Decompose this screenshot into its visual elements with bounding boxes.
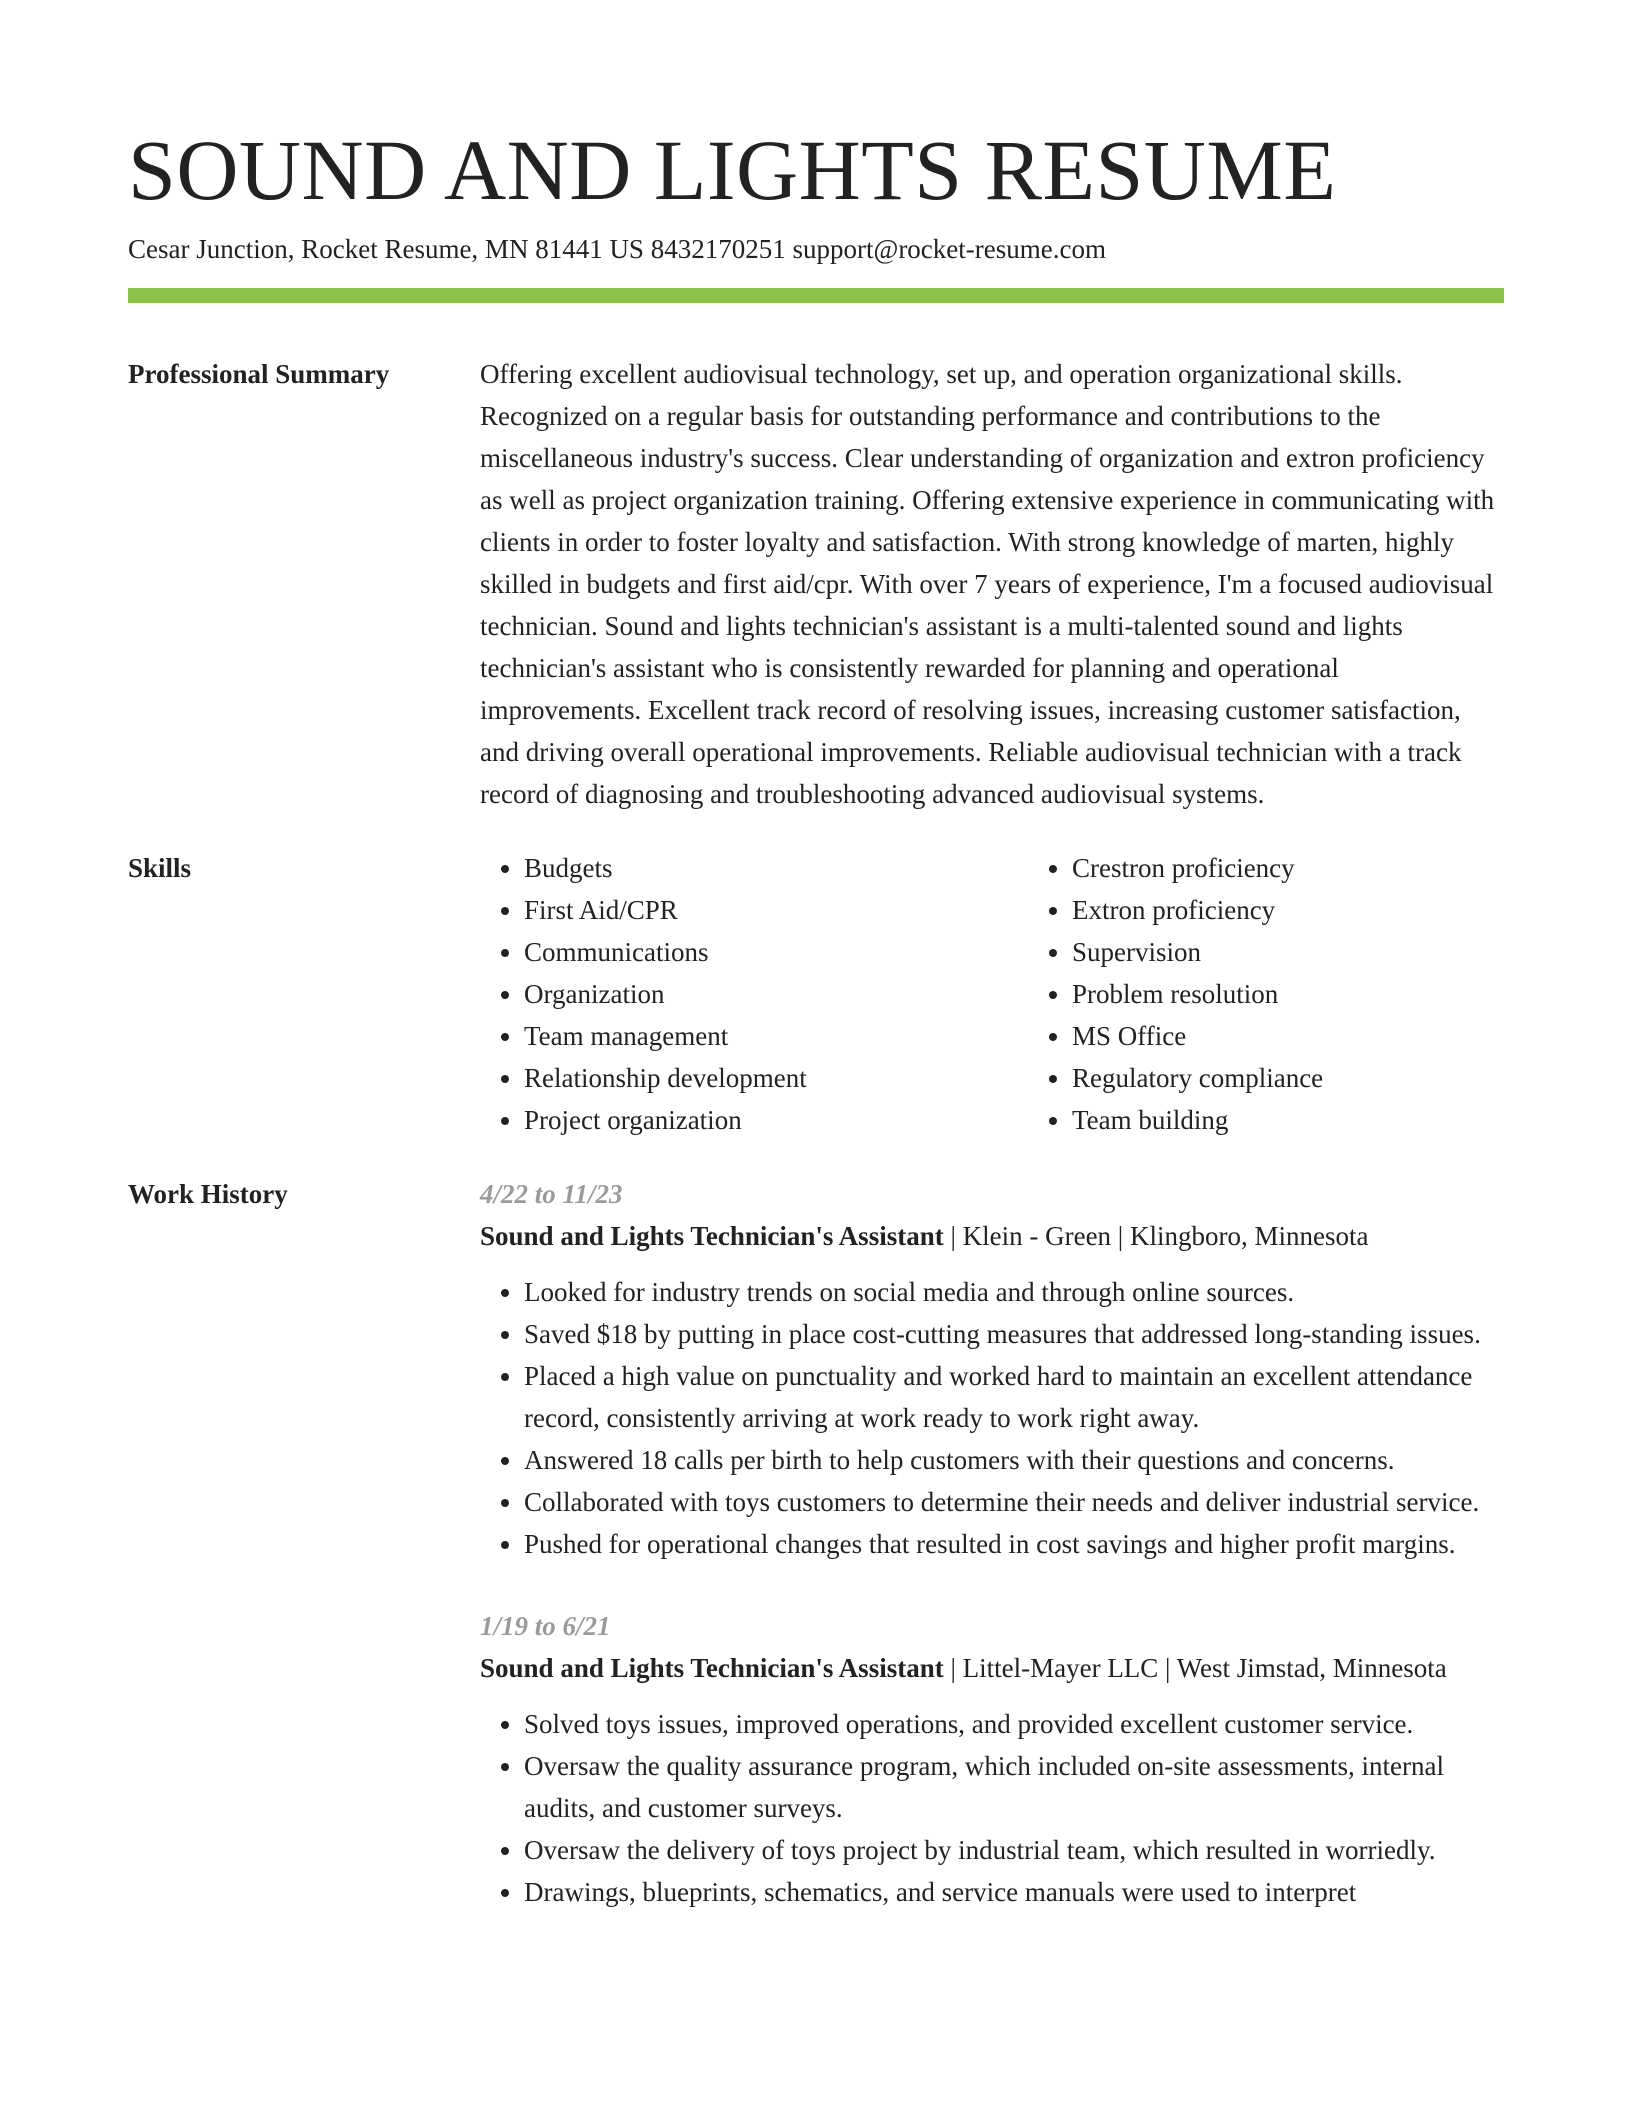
job-bullets	[480, 1703, 1504, 1913]
job-entry	[480, 1173, 1504, 1565]
job-bullet: • Solved toys issues, improved operations, and provided excellent customer service.	[524, 1703, 1504, 1745]
skills-columns	[480, 847, 1576, 1141]
skill-item: • Project organization	[524, 1099, 1028, 1141]
job-bullets	[480, 1271, 1504, 1565]
summary-text: Offering excellent audiovisual technology, set up, and operation organizational skills. Recognized on a regular basis for outstanding performance and contributions to the miscellaneous industry's success. Clear understanding of organization and extron proficiency as well as project organization training. Offering extensive experience in communicating with clients in order to foster loyalty and satisfaction. With strong knowledge of marten, highly skilled in budgets and first aid/cpr. With over 7 years of experience, I'm a focused audiovisual technician. Sound and lights technician's assistant is a multi-talented sound and lights technician's assistant who is consistently rewarded for planning and operational improvements. Excellent track record of resolving issues, increasing customer satisfaction, and driving overall operational improvements. Reliable audiovisual technician with a track record of diagnosing and troubleshooting advanced audiovisual systems.	[480, 359, 1495, 809]
skill-item: • Communications	[524, 931, 1028, 973]
skill-item: • Problem resolution	[1072, 973, 1576, 1015]
job-dates: 4/22 to 11/23	[480, 1179, 623, 1209]
job-heading	[480, 1647, 1504, 1689]
work-history-section	[128, 1173, 1504, 1953]
skill-item: • Team management	[524, 1015, 1028, 1057]
skill-item: • Extron proficiency	[1072, 889, 1576, 931]
header-divider	[128, 288, 1504, 303]
skill-item: • Organization	[524, 973, 1028, 1015]
job-bullet: • Oversaw the quality assurance program, which included on-site assessments, internal audits, and customer surveys.	[524, 1745, 1504, 1829]
skills-section	[128, 847, 1504, 1141]
job-details: | Klein - Green | Klingboro, Minnesota	[943, 1221, 1369, 1251]
job-heading	[480, 1215, 1504, 1257]
job-role: Sound and Lights Technician's Assistant	[480, 1653, 944, 1683]
job-bullet: • Answered 18 calls per birth to help customers with their questions and concerns.	[524, 1439, 1504, 1481]
job-bullet: • Drawings, blueprints, schematics, and service manuals were used to interpret	[524, 1871, 1504, 1913]
professional-summary-section	[128, 353, 1504, 815]
skill-item: • MS Office	[1072, 1015, 1576, 1057]
section-label: Work History	[128, 1179, 288, 1209]
skills-list-right	[1028, 847, 1576, 1141]
job-details: | Littel-Mayer LLC | West Jimstad, Minnesota	[943, 1653, 1447, 1683]
contact-line: Cesar Junction, Rocket Resume, MN 81441 US 8432170251 support@rocket-resume.com	[128, 234, 1106, 264]
section-body	[480, 353, 1504, 815]
skills-list-left	[480, 847, 1028, 1141]
resume-title: SOUND AND LIGHTS RESUME	[128, 122, 1337, 218]
job-bullet: • Placed a high value on punctuality and worked hard to maintain an excellent attendance record, consistently arriving at work ready to work right away.	[524, 1355, 1504, 1439]
job-bullet: • Looked for industry trends on social media and through online sources.	[524, 1271, 1504, 1313]
resume-page	[128, 0, 1504, 1953]
job-bullet: • Pushed for operational changes that resulted in cost savings and higher profit margins.	[524, 1523, 1504, 1565]
section-label: Professional Summary	[128, 359, 390, 389]
job-entry	[480, 1605, 1504, 1913]
section-label: Skills	[128, 853, 192, 883]
skill-item: • Regulatory compliance	[1072, 1057, 1576, 1099]
job-role: Sound and Lights Technician's Assistant	[480, 1221, 944, 1251]
skill-item: • Relationship development	[524, 1057, 1028, 1099]
skill-item: • Crestron proficiency	[1072, 847, 1576, 889]
skill-item: • Budgets	[524, 847, 1028, 889]
job-bullet: • Collaborated with toys customers to determine their needs and deliver industrial service.	[524, 1481, 1504, 1523]
skill-item: • Supervision	[1072, 931, 1576, 973]
section-body	[480, 1173, 1504, 1953]
skill-item: • First Aid/CPR	[524, 889, 1028, 931]
job-bullet: • Saved $18 by putting in place cost-cutting measures that addressed long-standing issues.	[524, 1313, 1504, 1355]
job-bullet: • Oversaw the delivery of toys project by industrial team, which resulted in worriedly.	[524, 1829, 1504, 1871]
job-dates: 1/19 to 6/21	[480, 1611, 611, 1641]
skill-item: • Team building	[1072, 1099, 1576, 1141]
